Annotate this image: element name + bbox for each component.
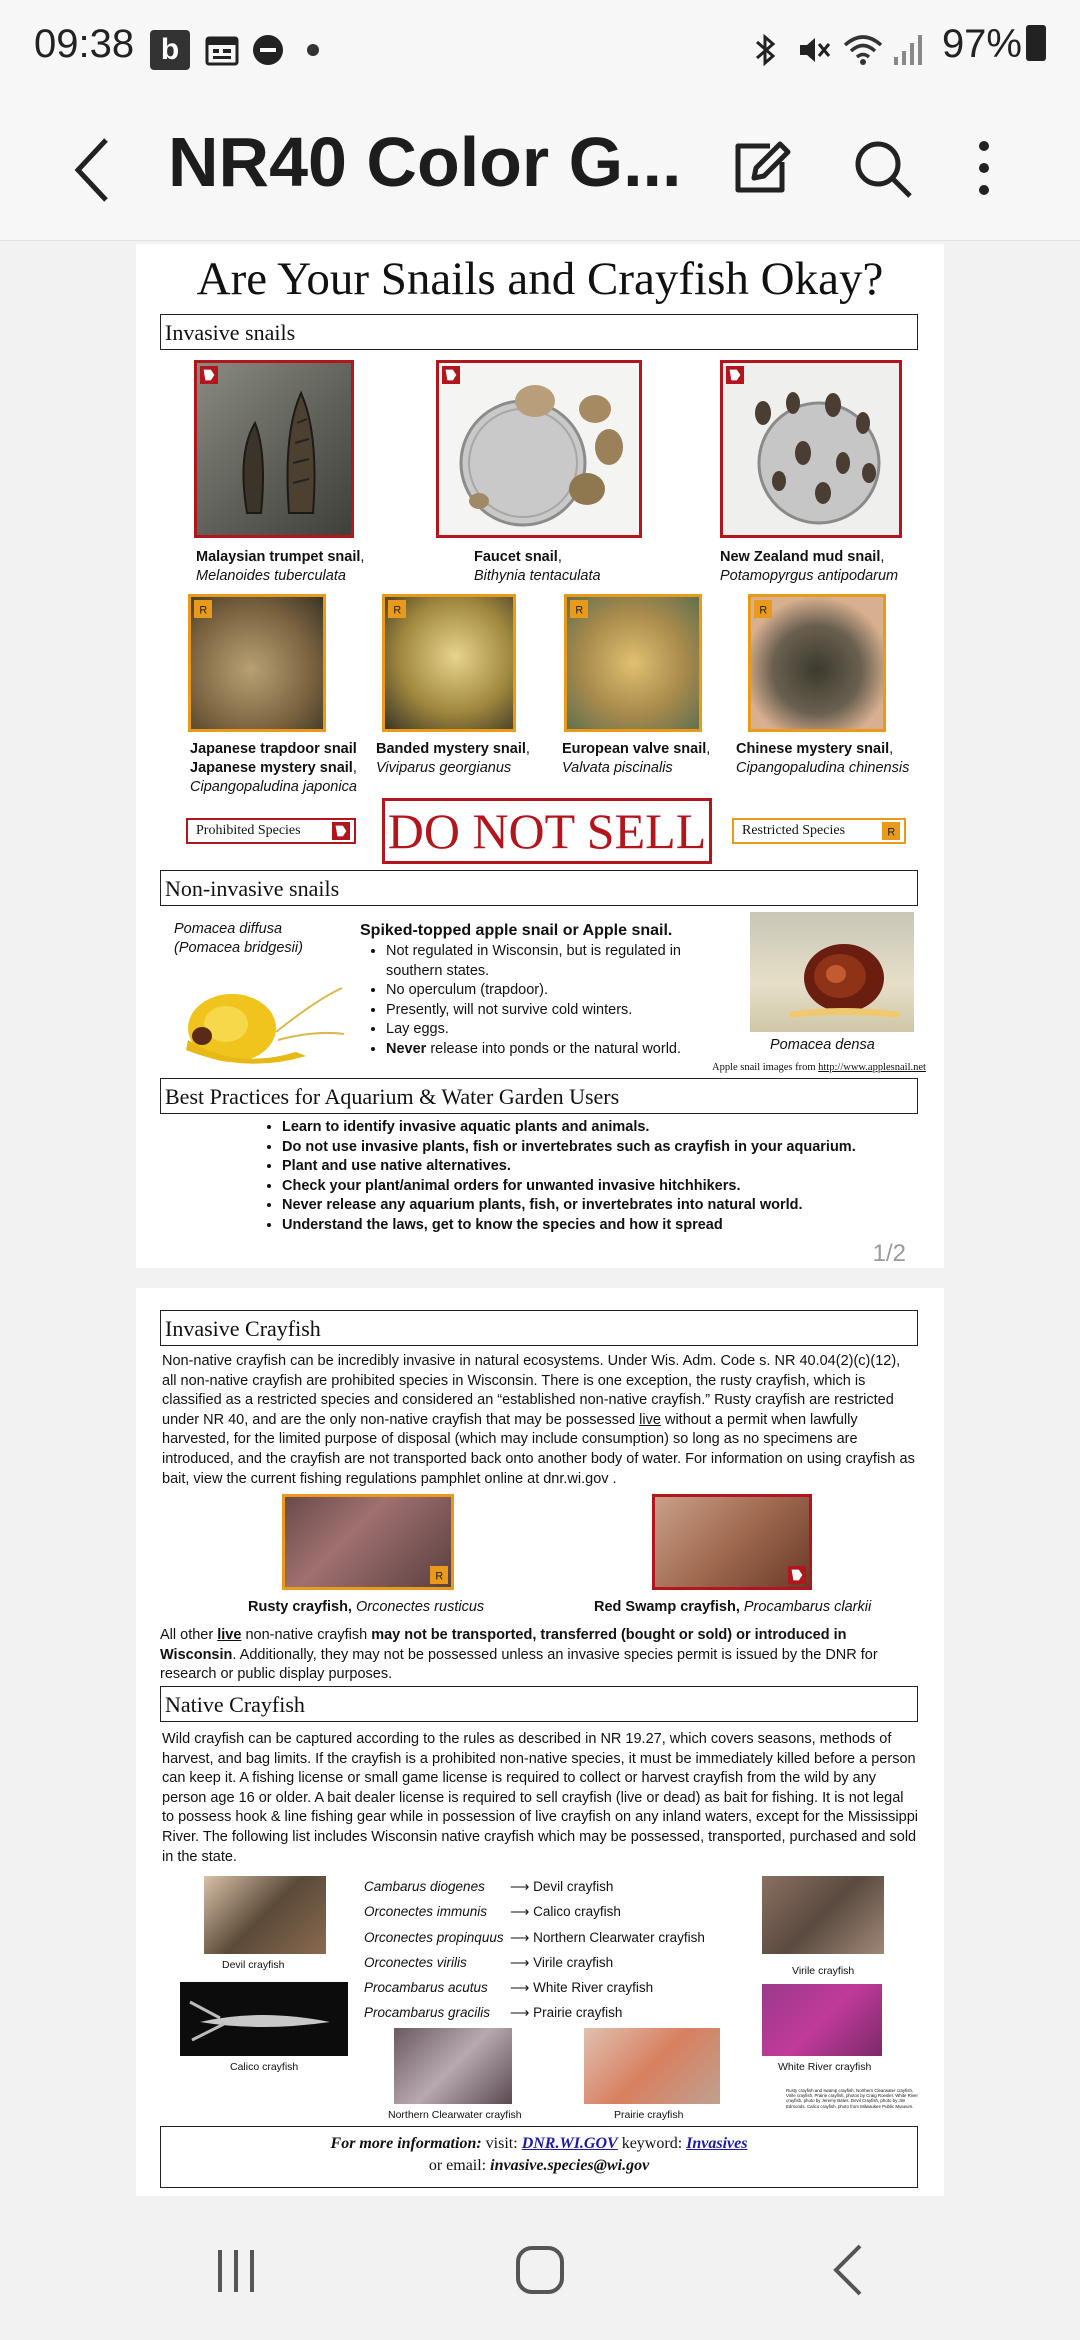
label-white-river-crayfish: White River crayfish (778, 2061, 872, 2073)
pomacea-densa-label: Pomacea densa (770, 1037, 875, 1053)
caption-banded-mystery-snail: Banded mystery snail, Viviparus georgianus (376, 741, 530, 776)
coin-with-snails-illustration (439, 363, 639, 535)
photo-red-swamp-crayfish (652, 1494, 812, 1590)
native-list-row: Procambarus acutus ⟶ White River crayfish (364, 1980, 654, 1996)
photo-credit: Rusty crayfish and swamp crayfish, Northern Clearwater crayfish, Virile crayfish, Prairie crayfish, photos by Craig Roesler. White River crayfish, photo by Jeremy Bates. Devil Crayfish, photo by Jim Edmonds. Calico crayfish, photo from Milwaukee Public Museum. (786, 2088, 918, 2109)
do-not-sell-banner: DO NOT SELL (382, 798, 712, 864)
label-calico-crayfish: Calico crayfish (230, 2061, 299, 2073)
navigation-bar (0, 2196, 1080, 2340)
dot-icon (306, 30, 320, 70)
calendar-icon (202, 30, 242, 70)
photo-calico-crayfish (180, 1982, 348, 2056)
invasives-link[interactable]: Invasives (686, 2135, 748, 2152)
photo-devil-crayfish (204, 1876, 326, 1954)
apple-snail-heading: Spiked-topped apple snail or Apple snail. (360, 922, 673, 939)
best-practice-item: • Plant and use native alternatives. (282, 1157, 856, 1177)
pomacea-diffusa-label: Pomacea diffusa (Pomacea bridgesii) (174, 921, 303, 956)
caption-new-zealand-mud-snail: New Zealand mud snail, Potamopyrgus antipodarum (720, 549, 899, 584)
pdf-page-1 (136, 244, 944, 1268)
edit-icon (724, 128, 796, 208)
section-native-crayfish: Native Crayfish (160, 1686, 918, 1722)
arrow-right-icon: ⟶ (510, 1980, 530, 1996)
label-virile-crayfish: Virile crayfish (792, 1965, 855, 1977)
photo-northern-clearwater-crayfish (394, 2028, 512, 2104)
photo-white-river-crayfish (762, 1984, 882, 2056)
document-title: NR40 Color G... (168, 123, 682, 201)
signal-icon (890, 30, 926, 70)
native-list-row: Cambarus diogenes ⟶ Devil crayfish (364, 1879, 614, 1894)
section-non-invasive-snails: Non-invasive snails (160, 870, 918, 906)
restricted-flag-icon (388, 600, 406, 618)
app-bar (0, 100, 1080, 241)
back-button[interactable] (62, 132, 122, 208)
photo-virile-crayfish (762, 1876, 884, 1954)
apple-snail-credit: Apple snail images from http://www.applesnail.net (712, 1062, 926, 1073)
section-invasive-snails: Invasive snails (160, 314, 918, 350)
photo-pomacea-densa (750, 912, 914, 1032)
photo-pomacea-diffusa (166, 960, 346, 1070)
back-nav-button[interactable] (820, 2240, 880, 2300)
wifi-icon (840, 30, 886, 70)
restricted-flag-icon (194, 600, 212, 618)
more-info-box: For more information: visit: DNR.WI.GOV keyword: Invasives or email: invasive.species@wi.gov (160, 2126, 918, 2188)
caption-european-valve-snail: European valve snail, Valvata piscinalis (562, 741, 711, 776)
more-info-label: For more information: (330, 2135, 482, 2152)
recent-apps-icon (206, 2240, 266, 2300)
best-practice-item: • Never release any aquarium plants, fish, or invertebrates into natural world. (282, 1196, 856, 1216)
label-prairie-crayfish: Prairie crayfish (614, 2109, 684, 2121)
best-practice-item: • Check your plant/animal orders for unwanted invasive hitchhikers. (282, 1177, 856, 1197)
restricted-flag-icon (570, 600, 588, 618)
search-button[interactable] (846, 128, 918, 208)
home-button[interactable] (510, 2240, 570, 2300)
apple-snail-illustration (166, 960, 346, 1070)
native-list-row: Orconectes virilis ⟶ Virile crayfish (364, 1954, 614, 1970)
calico-crayfish-illustration (180, 1982, 348, 2056)
best-practices-list (260, 1118, 856, 1236)
email-address[interactable]: invasive.species@wi.gov (490, 2157, 650, 2174)
native-crayfish-paragraph: Wild crayfish can be captured according to the rules as described in NR 19.27, which covers seasons, methods of harvest, and bag limits. If the crayfish is a prohibited non-native species, it must be immediately killed before a person can keep it. A fishing license or small game license is required to collect or harvest crayfish from the wild by any person age 16 or older. A bait dealer license is required to sell crayfish (live or dead) as bait for fishing. It is not legal to possess hook & line fishing gear while in possession of live crayfish on any inland waters, except for the Mississippi River. The following list includes Wisconsin native crayfish which may be possessed, transported, purchased and sold in the state. (162, 1731, 918, 1865)
apple-bullet: • Lay eggs. (386, 1020, 700, 1040)
svg-text:R: R (759, 604, 768, 617)
photo-faucet-snail (436, 360, 642, 538)
best-practice-item: • Do not use invasive plants, fish or invertebrates such as crayfish in your aquarium. (282, 1138, 856, 1158)
arrow-right-icon: ⟶ (510, 2005, 530, 2021)
home-icon (510, 2240, 570, 2300)
status-time: 09:38 (34, 22, 135, 66)
photo-new-zealand-mud-snail (720, 360, 902, 538)
caption-chinese-mystery-snail: Chinese mystery snail, Cipangopaludina chinensis (736, 741, 910, 776)
photo-banded-mystery-snail (382, 594, 516, 732)
native-list-row: Orconectes propinquus ⟶ Northern Clearwater crayfish (364, 1929, 705, 1945)
section-best-practices: Best Practices for Aquarium & Water Garden Users (160, 1078, 918, 1114)
photo-chinese-mystery-snail (748, 594, 886, 732)
apple-bullet: • Not regulated in Wisconsin, but is regulated in southern states. (386, 942, 700, 981)
caption-rusty-crayfish: Rusty crayfish, Orconectes rusticus (248, 1599, 485, 1615)
page-indicator: 1/2 (872, 1240, 906, 1267)
coin-with-mud-snails-illustration (723, 363, 899, 535)
red-apple-snail-illustration (750, 912, 914, 1032)
mute-icon (794, 30, 834, 70)
svg-text:R: R (887, 826, 896, 839)
label-northern-clearwater-crayfish: Northern Clearwater crayfish (388, 2109, 522, 2121)
b-icon: b (150, 30, 190, 70)
prohibited-flag-icon (332, 822, 350, 840)
photo-japanese-trapdoor-snail (188, 594, 326, 732)
edit-button[interactable] (724, 128, 796, 208)
restricted-flag-icon (754, 600, 772, 618)
arrow-right-icon: ⟶ (510, 1879, 530, 1894)
restricted-flag-icon (430, 1566, 448, 1584)
photo-european-valve-snail (564, 594, 702, 732)
page-title: Are Your Snails and Crayfish Okay? (196, 253, 884, 305)
apple-snail-info (360, 920, 700, 1059)
chevron-left-icon (62, 132, 122, 208)
best-practice-item: • Learn to identify invasive aquatic plants and animals. (282, 1118, 856, 1138)
all-other-crayfish-paragraph: All other live non-native crayfish may not be transported, transferred (bought or sold) or introduced in Wisconsin. Additionally, they may not be possessed unless an invasive species permit is issued by the DNR for research or public display purposes. (160, 1627, 878, 1683)
photo-prairie-crayfish (584, 2028, 720, 2104)
prohibited-flag-icon (788, 1566, 806, 1584)
native-list-row: Procambarus gracilis ⟶ Prairie crayfish (364, 2005, 623, 2021)
recent-apps-button[interactable] (206, 2240, 266, 2300)
more-vertical-icon (966, 128, 1002, 208)
dnr-link[interactable]: DNR.WI.GOV (521, 2135, 618, 2152)
caption-red-swamp-crayfish: Red Swamp crayfish, Procambarus clarkii (594, 1599, 872, 1615)
best-practice-item: • Understand the laws, get to know the species and how it spread (282, 1216, 856, 1236)
pdf-page-2 (136, 1288, 944, 2196)
apple-bullet: • No operculum (trapdoor). (386, 981, 700, 1001)
arrow-right-icon: ⟶ (510, 1954, 530, 1970)
status-bar (0, 0, 1080, 100)
back-arrow-icon (820, 2240, 880, 2300)
restricted-species-label: Restricted Species R (732, 818, 906, 844)
svg-text:R: R (393, 604, 402, 617)
battery-icon (1026, 25, 1046, 61)
arrow-right-icon: ⟶ (510, 1929, 530, 1945)
svg-text:R: R (199, 604, 208, 617)
applesnail-link[interactable]: http://www.applesnail.net (818, 1062, 926, 1073)
bluetooth-icon (748, 30, 782, 70)
photo-malaysian-trumpet-snail (194, 360, 354, 538)
native-list-row: Orconectes immunis ⟶ Calico crayfish (364, 1904, 621, 1920)
restricted-flag-icon (882, 822, 900, 840)
more-options-button[interactable] (966, 128, 1002, 208)
svg-text:R: R (575, 604, 584, 617)
photo-rusty-crayfish (282, 1494, 454, 1590)
trumpet-snail-illustration (197, 363, 351, 535)
battery-level: 97% (942, 22, 1046, 67)
caption-faucet-snail: Faucet snail, Bithynia tentaculata (474, 549, 601, 584)
caption-malaysian-trumpet-snail: Malaysian trumpet snail, Melanoides tuberculata (196, 549, 365, 584)
invasive-crayfish-paragraph: Non-native crayfish can be incredibly invasive in natural ecosystems. Under Wis. Adm. Code s. NR 40.04(2)(c)(12), all non-native crayfish are prohibited species in Wisconsin. There is one exception, the rusty crayfish, which is classified as a restricted species and considered an “established non-native crayfish.” Rusty crayfish are restricted under NR 40, and are the only non-native crayfish that may be possessed live without a permit when lawfully harvested, for the limited purpose of disposal (which may include consumption) so long as no specimens are introduced, and the crayfish are not transported back onto another body of water. For information on using crayfish as bait, view the current fishing regulations pamphlet online at dnr.wi.gov . (162, 1353, 915, 1487)
native-crayfish-list (364, 1874, 724, 2026)
prohibited-species-label: Prohibited Species (186, 818, 356, 844)
section-invasive-crayfish: Invasive Crayfish (160, 1310, 918, 1346)
label-devil-crayfish: Devil crayfish (222, 1959, 285, 1971)
apple-bullet: • Never release into ponds or the natural world. (386, 1040, 700, 1060)
arrow-right-icon: ⟶ (510, 1904, 530, 1920)
svg-text:R: R (435, 1570, 444, 1583)
dnd-icon (250, 30, 286, 70)
caption-japanese-trapdoor-snail: Japanese trapdoor snail Japanese mystery snail, Cipangopaludina japonica (190, 741, 357, 795)
search-icon (846, 128, 918, 208)
apple-bullet: • Presently, will not survive cold winters. (386, 1001, 700, 1021)
